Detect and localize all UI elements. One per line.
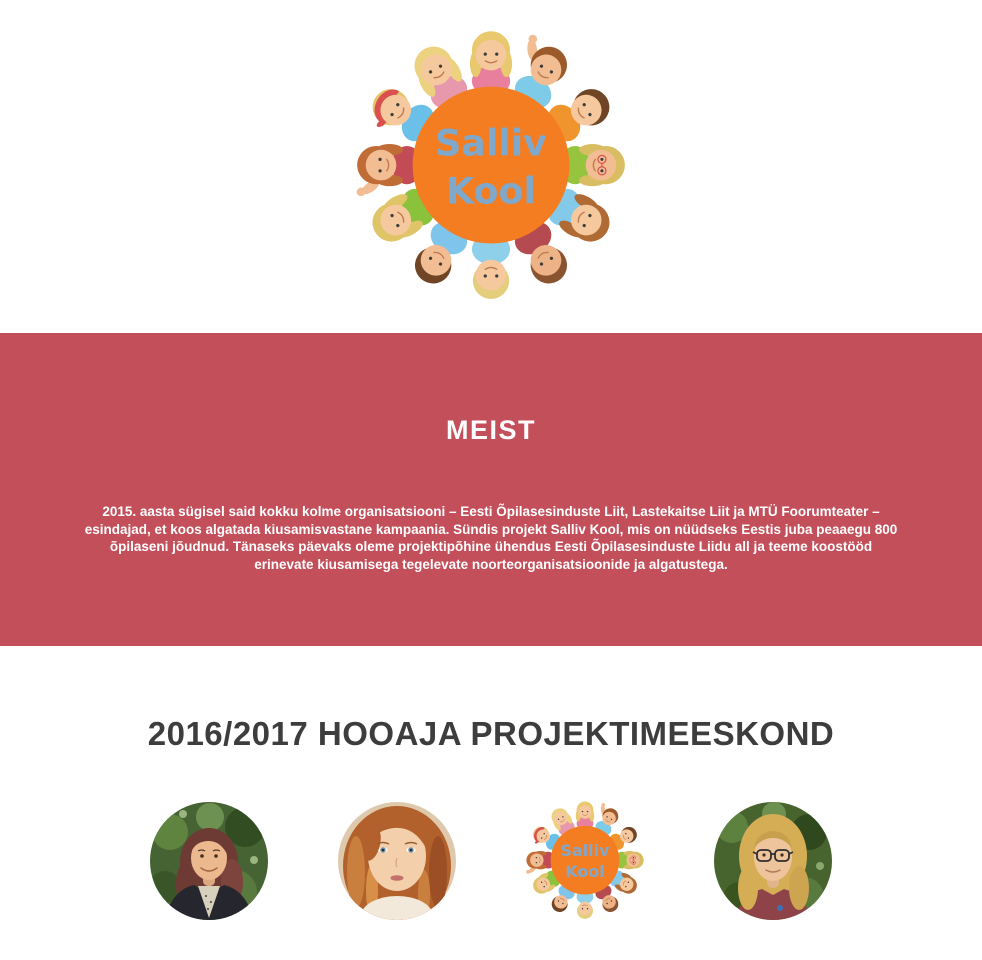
portrait-woman-auburn-hair bbox=[150, 802, 268, 920]
salliv-kool-logo[interactable] bbox=[338, 14, 644, 320]
team-member-photo-4 bbox=[714, 802, 832, 920]
logo-disc bbox=[413, 86, 570, 243]
logo-header bbox=[0, 0, 982, 333]
team-avatar-row bbox=[0, 802, 982, 920]
logo-text-line2: Kool bbox=[446, 168, 536, 212]
about-heading: MEIST bbox=[445, 415, 536, 445]
team-member-photo-3 bbox=[526, 802, 644, 920]
salliv-kool-logo-small bbox=[518, 794, 652, 928]
portrait-woman-blonde-glasses bbox=[714, 802, 832, 920]
logo-text-line1: Salliv bbox=[435, 121, 547, 165]
team-heading: 2016/2017 HOOAJA PROJEKTIMEESKOND bbox=[147, 715, 835, 752]
about-section bbox=[0, 333, 982, 646]
about-paragraph: 2015. aasta sügisel said kokku kolme organisatsiooni – Eesti Õpilasesinduste Liit, Lastekaitse Liit ja MTÜ Foorumteater – esindajad, et koos algatada kiusamisvastane kampaania. Sündis projekt Salliv Kool, mis on nüüdseks Eestis juba peaaegu 800 õpilaseni jõudnud. Tänaseks päevaks oleme projektipõhine ühendus Eesti Õpilasesinduste Liidu all ja teeme koostööd erinevate kiusamisega tegelevate noorteorganisatsioonide ja algatustega. bbox=[84, 504, 898, 572]
team-member-photo-2 bbox=[338, 802, 456, 920]
team-member-photo-1 bbox=[150, 802, 268, 920]
portrait-woman-ginger-hair bbox=[338, 802, 456, 920]
